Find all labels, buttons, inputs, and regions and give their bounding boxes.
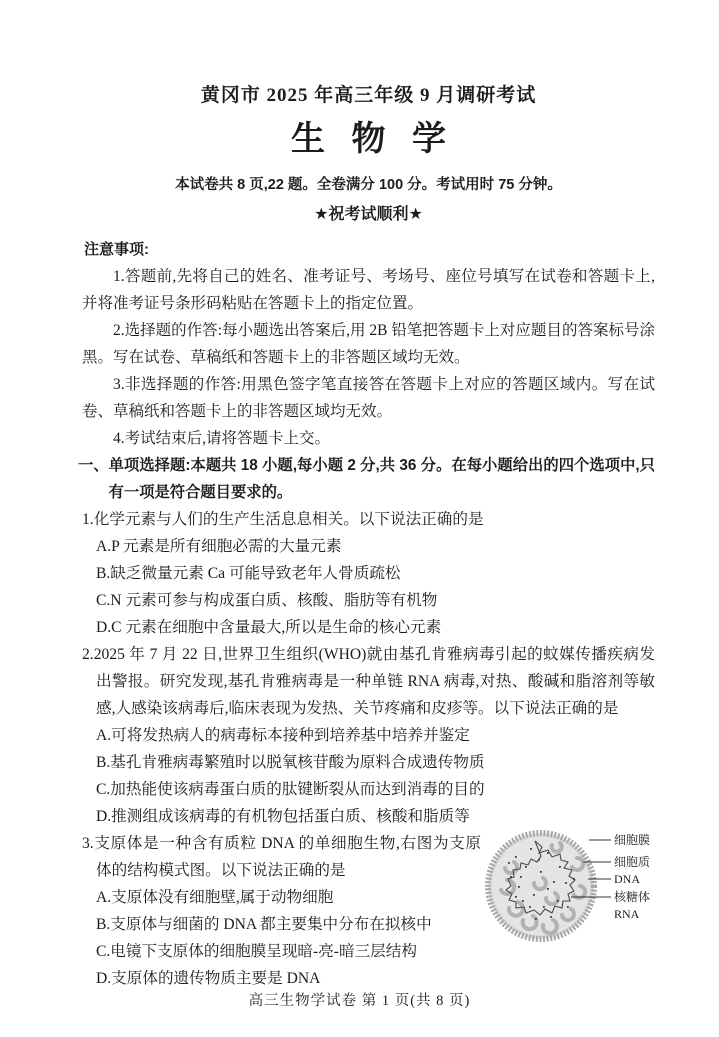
figure-label-rna: RNA bbox=[614, 907, 640, 921]
question-2-option-d: D.推测组成该病毒的有机物包括蛋白质、核酸和脂质等 bbox=[96, 808, 470, 825]
figure-label-ribosome: 核糖体 bbox=[614, 890, 651, 904]
question-1-option-c: C.N 元素可参与构成蛋白质、核酸、脂肪等有机物 bbox=[96, 592, 438, 609]
section-header: 一、单项选择题:本题共 18 小题,每小题 2 分,共 36 分。在每小题给出的四个选项中,只有一项是符合题目要求的。 bbox=[78, 457, 655, 501]
question-1 bbox=[82, 506, 655, 641]
mycoplasma-structure-figure bbox=[485, 826, 655, 948]
notices-block bbox=[82, 236, 655, 452]
question-2 bbox=[82, 641, 655, 830]
question-1-option-d: D.C 元素在细胞中含量最大,所以是生命的核心元素 bbox=[96, 619, 442, 636]
question-3 bbox=[82, 830, 655, 992]
mycoplasma-diagram-icon bbox=[485, 826, 655, 948]
figure-label-cytoplasm: 细胞质 bbox=[614, 855, 651, 869]
question-2-stem: 2.2025 年 7 月 22 日,世界卫生组织(WHO)就由基孔肯雅病毒引起的蚊媒传播疾病发出警报。研究发现,基孔肯雅病毒是一种单链 RNA 病毒,对热、酸碱和脂溶剂等敏感,人感染该病毒后,临床表现为发热、关节疼痛和皮疹等。以下说法正确的是 bbox=[82, 646, 655, 717]
question-2-option-c: C.加热能使该病毒蛋白质的肽键断裂从而达到消毒的目的 bbox=[96, 781, 485, 798]
question-3-option-b: B.支原体与细菌的 DNA 都主要集中分布在拟核中 bbox=[96, 916, 432, 933]
question-2-option-b: B.基孔肯雅病毒繁殖时以脱氧核苷酸为原料合成遗传物质 bbox=[96, 754, 485, 771]
question-2-option-a: A.可将发热病人的病毒标本接种到培养基中培养并鉴定 bbox=[96, 727, 470, 744]
page-footer: 高三生物学试卷 第 1 页(共 8 页) bbox=[248, 993, 471, 1009]
notice-item-3: 3.非选择题的作答:用黑色签字笔直接答在答题卡上对应的答题区域内。写在试卷、草稿纸和答题卡上的非答题区域均无效。 bbox=[82, 376, 655, 420]
notice-item-4: 4.考试结束后,请将答题卡上交。 bbox=[113, 430, 331, 447]
figure-label-cell-membrane: 细胞膜 bbox=[614, 833, 651, 847]
exam-wish-line: ★祝考试顺利★ bbox=[314, 206, 423, 223]
question-1-option-a: A.P 元素是所有细胞必需的大量元素 bbox=[96, 538, 342, 555]
exam-info-line: 本试卷共 8 页,22 题。全卷满分 100 分。考试用时 75 分钟。 bbox=[175, 177, 562, 193]
notice-item-1: 1.答题前,先将自己的姓名、准考证号、考场号、座位号填写在试卷和答题卡上,并将准考证号条形码粘贴在答题卡上的指定位置。 bbox=[82, 268, 655, 312]
figure-label-dna: DNA bbox=[614, 872, 640, 886]
exam-title: 黄冈市 2025 年高三年级 9 月调研考试 bbox=[200, 85, 537, 106]
question-1-option-b: B.缺乏微量元素 Ca 可能导致老年人骨质疏松 bbox=[96, 565, 401, 582]
question-3-option-c: C.电镜下支原体的细胞膜呈现暗-亮-暗三层结构 bbox=[96, 943, 417, 960]
question-3-stem: 3.支原体是一种含有质粒 DNA 的单细胞生物,右图为支原体的结构模式图。以下说法正确的是 bbox=[82, 835, 481, 879]
question-3-option-a: A.支原体没有细胞壁,属于动物细胞 bbox=[96, 889, 334, 906]
question-1-stem: 1.化学元素与人们的生产生活息息相关。以下说法正确的是 bbox=[82, 511, 484, 528]
notice-item-2: 2.选择题的作答:每小题选出答案后,用 2B 铅笔把答题卡上对应题目的答案标号涂黑。写在试卷、草稿纸和答题卡上的非答题区域均无效。 bbox=[82, 322, 655, 366]
notices-header: 注意事项: bbox=[84, 241, 149, 258]
question-3-option-d: D.支原体的遗传物质主要是 DNA bbox=[96, 970, 321, 987]
subject-title: 生 物 学 bbox=[291, 121, 455, 158]
